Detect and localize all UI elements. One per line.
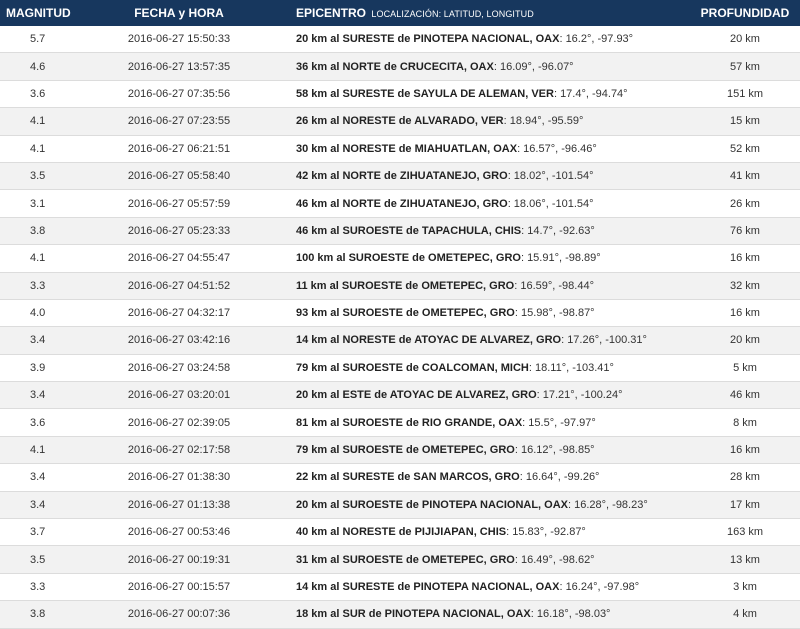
magnitude-cell: 4.0 (0, 299, 74, 326)
table-row (0, 26, 800, 53)
table-row (0, 53, 800, 80)
epicenter-cell (284, 26, 690, 53)
magnitude-cell: 3.5 (0, 162, 74, 189)
datetime-cell: 2016-06-27 01:13:38 (74, 491, 284, 518)
epicenter-coordinates: : 16.57°, -96.46° (517, 142, 597, 155)
header-row (0, 0, 800, 26)
table-row (0, 519, 800, 546)
datetime-cell: 2016-06-27 07:23:55 (74, 108, 284, 135)
epicenter-location: 79 km al SUROESTE de OMETEPEC, GRO (296, 444, 515, 457)
table-row (0, 217, 800, 244)
magnitude-cell: 3.6 (0, 409, 74, 436)
datetime-cell: 2016-06-27 04:32:17 (74, 299, 284, 326)
column-header-magnitude[interactable] (0, 0, 74, 26)
epicenter-location: 20 km al SUROESTE de PINOTEPA NACIONAL, OAX (296, 498, 568, 511)
datetime-cell: 2016-06-27 04:51:52 (74, 272, 284, 299)
table-row (0, 190, 800, 217)
datetime-cell: 2016-06-27 03:42:16 (74, 327, 284, 354)
depth-cell: 16 km (690, 436, 800, 463)
depth-cell: 8 km (690, 409, 800, 436)
datetime-cell: 2016-06-27 02:39:05 (74, 409, 284, 436)
magnitude-cell: 3.7 (0, 519, 74, 546)
epicenter-cell (284, 190, 690, 217)
epicenter-coordinates: : 17.4°, -94.74° (553, 87, 628, 100)
table-row (0, 162, 800, 189)
magnitude-cell: 4.1 (0, 436, 74, 463)
epicenter-cell (284, 601, 690, 628)
epicenter-coordinates: : 18.94°, -95.59° (503, 115, 584, 128)
epicenter-coordinates: : 16.18°, -98.03° (530, 608, 611, 621)
column-header-magnitude-label: MAGNITUD (6, 6, 71, 20)
datetime-cell: 2016-06-27 00:53:46 (74, 519, 284, 546)
depth-cell: 57 km (690, 53, 800, 80)
depth-cell: 151 km (690, 80, 800, 107)
magnitude-cell: 3.4 (0, 327, 74, 354)
depth-cell: 20 km (690, 26, 800, 53)
epicenter-cell (284, 382, 690, 409)
epicenter-cell (284, 80, 690, 107)
epicenter-cell (284, 272, 690, 299)
table-row (0, 464, 800, 491)
datetime-cell: 2016-06-27 13:57:35 (74, 53, 284, 80)
magnitude-cell: 4.1 (0, 245, 74, 272)
datetime-cell: 2016-06-27 06:21:51 (74, 135, 284, 162)
datetime-cell: 2016-06-27 15:50:33 (74, 26, 284, 53)
magnitude-cell: 4.1 (0, 135, 74, 162)
table-row (0, 491, 800, 518)
magnitude-cell: 5.7 (0, 26, 74, 53)
epicenter-cell (284, 464, 690, 491)
depth-cell: 13 km (690, 546, 800, 573)
datetime-cell: 2016-06-27 00:07:36 (74, 601, 284, 628)
datetime-cell: 2016-06-27 00:15:57 (74, 573, 284, 600)
magnitude-cell: 4.1 (0, 108, 74, 135)
datetime-cell: 2016-06-27 03:20:01 (74, 382, 284, 409)
epicenter-coordinates: : 14.7°, -92.63° (521, 224, 595, 237)
epicenter-coordinates: : 16.2°, -97.93° (559, 33, 634, 46)
depth-cell: 4 km (690, 601, 800, 628)
depth-cell: 76 km (690, 217, 800, 244)
table-row (0, 272, 800, 299)
table-row (0, 409, 800, 436)
epicenter-location: 14 km al NORESTE de ATOYAC DE ALVAREZ, GRO (296, 334, 562, 347)
magnitude-cell: 3.4 (0, 382, 74, 409)
epicenter-location: 20 km al ESTE de ATOYAC DE ALVAREZ, GRO (296, 389, 537, 402)
epicenter-cell (284, 108, 690, 135)
epicenter-cell (284, 162, 690, 189)
epicenter-location: 58 km al SURESTE de SAYULA DE ALEMAN, VER (296, 87, 554, 100)
table-header (0, 0, 800, 26)
depth-cell: 28 km (690, 464, 800, 491)
epicenter-cell (284, 546, 690, 573)
epicenter-cell (284, 245, 690, 272)
epicenter-location: 14 km al SURESTE de PINOTEPA NACIONAL, OAX (296, 581, 560, 593)
table-row (0, 245, 800, 272)
epicenter-location: 26 km al NORESTE de ALVARADO, VER (296, 115, 504, 128)
depth-cell: 41 km (690, 162, 800, 189)
epicenter-coordinates: : 16.64°, -99.26° (519, 471, 600, 484)
epicenter-location: 18 km al SUR de PINOTEPA NACIONAL, OAX (296, 608, 531, 621)
epicenter-location: 40 km al NORESTE de PIJIJIAPAN, CHIS (296, 526, 507, 539)
column-header-depth[interactable] (690, 0, 800, 26)
table-row (0, 135, 800, 162)
depth-cell: 163 km (690, 519, 800, 546)
epicenter-cell (284, 436, 690, 463)
epicenter-coordinates: : 17.26°, -100.31° (561, 334, 647, 347)
table-row (0, 546, 800, 573)
table-row (0, 354, 800, 381)
depth-cell: 15 km (690, 108, 800, 135)
table-row (0, 108, 800, 135)
epicenter-coordinates: : 16.12°, -98.85° (514, 444, 595, 457)
table-row (0, 382, 800, 409)
depth-cell: 16 km (690, 299, 800, 326)
column-header-datetime[interactable] (74, 0, 284, 26)
epicenter-cell (284, 491, 690, 518)
datetime-cell: 2016-06-27 01:38:30 (74, 464, 284, 491)
magnitude-cell: 3.3 (0, 272, 74, 299)
table-row (0, 299, 800, 326)
table-body (0, 26, 800, 628)
column-header-epicenter-sublabel: LOCALIZACIÓN: LATITUD, LONGITUD (371, 9, 534, 19)
datetime-cell: 2016-06-27 07:35:56 (74, 80, 284, 107)
datetime-cell: 2016-06-27 03:24:58 (74, 354, 284, 381)
epicenter-coordinates: : 16.28°, -98.23° (568, 498, 648, 511)
table-row (0, 601, 800, 628)
epicenter-location: 79 km al SUROESTE de COALCOMAN, MICH (296, 361, 529, 374)
epicenter-coordinates: : 15.83°, -92.87° (506, 526, 586, 539)
epicenter-location: 30 km al NORESTE de MIAHUATLAN, OAX (296, 142, 518, 155)
epicenter-coordinates: : 16.24°, -97.98° (559, 581, 640, 593)
depth-cell: 46 km (690, 382, 800, 409)
epicenter-location: 36 km al NORTE de CRUCECITA, OAX (296, 60, 494, 73)
datetime-cell: 2016-06-27 05:57:59 (74, 190, 284, 217)
magnitude-cell: 3.8 (0, 601, 74, 628)
epicenter-coordinates: : 15.5°, -97.97° (522, 416, 596, 429)
magnitude-cell: 3.1 (0, 190, 74, 217)
depth-cell: 16 km (690, 245, 800, 272)
magnitude-cell: 3.8 (0, 217, 74, 244)
epicenter-coordinates: : 15.98°, -98.87° (514, 307, 595, 320)
epicenter-location: 81 km al SUROESTE de RIO GRANDE, OAX (296, 416, 523, 429)
column-header-datetime-label: FECHA y HORA (134, 6, 224, 20)
magnitude-cell: 3.6 (0, 80, 74, 107)
epicenter-cell (284, 135, 690, 162)
epicenter-coordinates: : 16.59°, -98.44° (514, 279, 594, 292)
epicenter-cell (284, 519, 690, 546)
epicenter-cell (284, 327, 690, 354)
epicenter-location: 46 km al NORTE de ZIHUATANEJO, GRO (296, 197, 508, 210)
epicenter-coordinates: : 15.91°, -98.89° (520, 252, 601, 265)
column-header-epicenter-label: EPICENTRO (296, 6, 367, 20)
magnitude-cell: 4.6 (0, 53, 74, 80)
datetime-cell: 2016-06-27 04:55:47 (74, 245, 284, 272)
epicenter-location: 46 km al SUROESTE de TAPACHULA, CHIS (296, 224, 522, 237)
epicenter-coordinates: : 18.06°, -101.54° (507, 197, 594, 210)
column-header-epicenter[interactable] (284, 0, 690, 26)
epicenter-cell (284, 354, 690, 381)
epicenter-location: 100 km al SUROESTE de OMETEPEC, GRO (296, 252, 521, 265)
magnitude-cell: 3.5 (0, 546, 74, 573)
depth-cell: 17 km (690, 491, 800, 518)
depth-cell: 5 km (690, 354, 800, 381)
datetime-cell: 2016-06-27 02:17:58 (74, 436, 284, 463)
magnitude-cell: 3.3 (0, 573, 74, 600)
depth-cell: 3 km (690, 573, 800, 600)
epicenter-coordinates: : 18.02°, -101.54° (507, 170, 594, 183)
depth-cell: 20 km (690, 327, 800, 354)
epicenter-location: 31 km al SUROESTE de OMETEPEC, GRO (296, 553, 515, 566)
epicenter-location: 22 km al SURESTE de SAN MARCOS, GRO (296, 471, 520, 484)
table-row (0, 80, 800, 107)
column-header-depth-label: PROFUNDIDAD (700, 6, 790, 20)
table-row (0, 327, 800, 354)
magnitude-cell: 3.9 (0, 354, 74, 381)
table-row (0, 436, 800, 463)
epicenter-cell (284, 573, 690, 600)
depth-cell: 26 km (690, 190, 800, 217)
epicenter-location: 42 km al NORTE de ZIHUATANEJO, GRO (296, 170, 508, 183)
magnitude-cell: 3.4 (0, 491, 74, 518)
epicenter-cell (284, 299, 690, 326)
epicenter-location: 11 km al SUROESTE de OMETEPEC, GRO (296, 279, 515, 292)
depth-cell: 52 km (690, 135, 800, 162)
table-row (0, 573, 800, 600)
epicenter-location: 93 km al SUROESTE de OMETEPEC, GRO (296, 307, 515, 320)
epicenter-cell (284, 53, 690, 80)
datetime-cell: 2016-06-27 00:19:31 (74, 546, 284, 573)
epicenter-coordinates: : 16.09°, -96.07° (493, 60, 574, 73)
epicenter-coordinates: : 18.11°, -103.41° (528, 361, 614, 374)
epicenter-coordinates: : 16.49°, -98.62° (514, 553, 595, 566)
magnitude-cell: 3.4 (0, 464, 74, 491)
depth-cell: 32 km (690, 272, 800, 299)
epicenter-cell (284, 217, 690, 244)
epicenter-location: 20 km al SURESTE de PINOTEPA NACIONAL, OAX (296, 33, 560, 46)
datetime-cell: 2016-06-27 05:23:33 (74, 217, 284, 244)
epicenter-cell (284, 409, 690, 436)
epicenter-coordinates: : 17.21°, -100.24° (536, 389, 623, 402)
datetime-cell: 2016-06-27 05:58:40 (74, 162, 284, 189)
